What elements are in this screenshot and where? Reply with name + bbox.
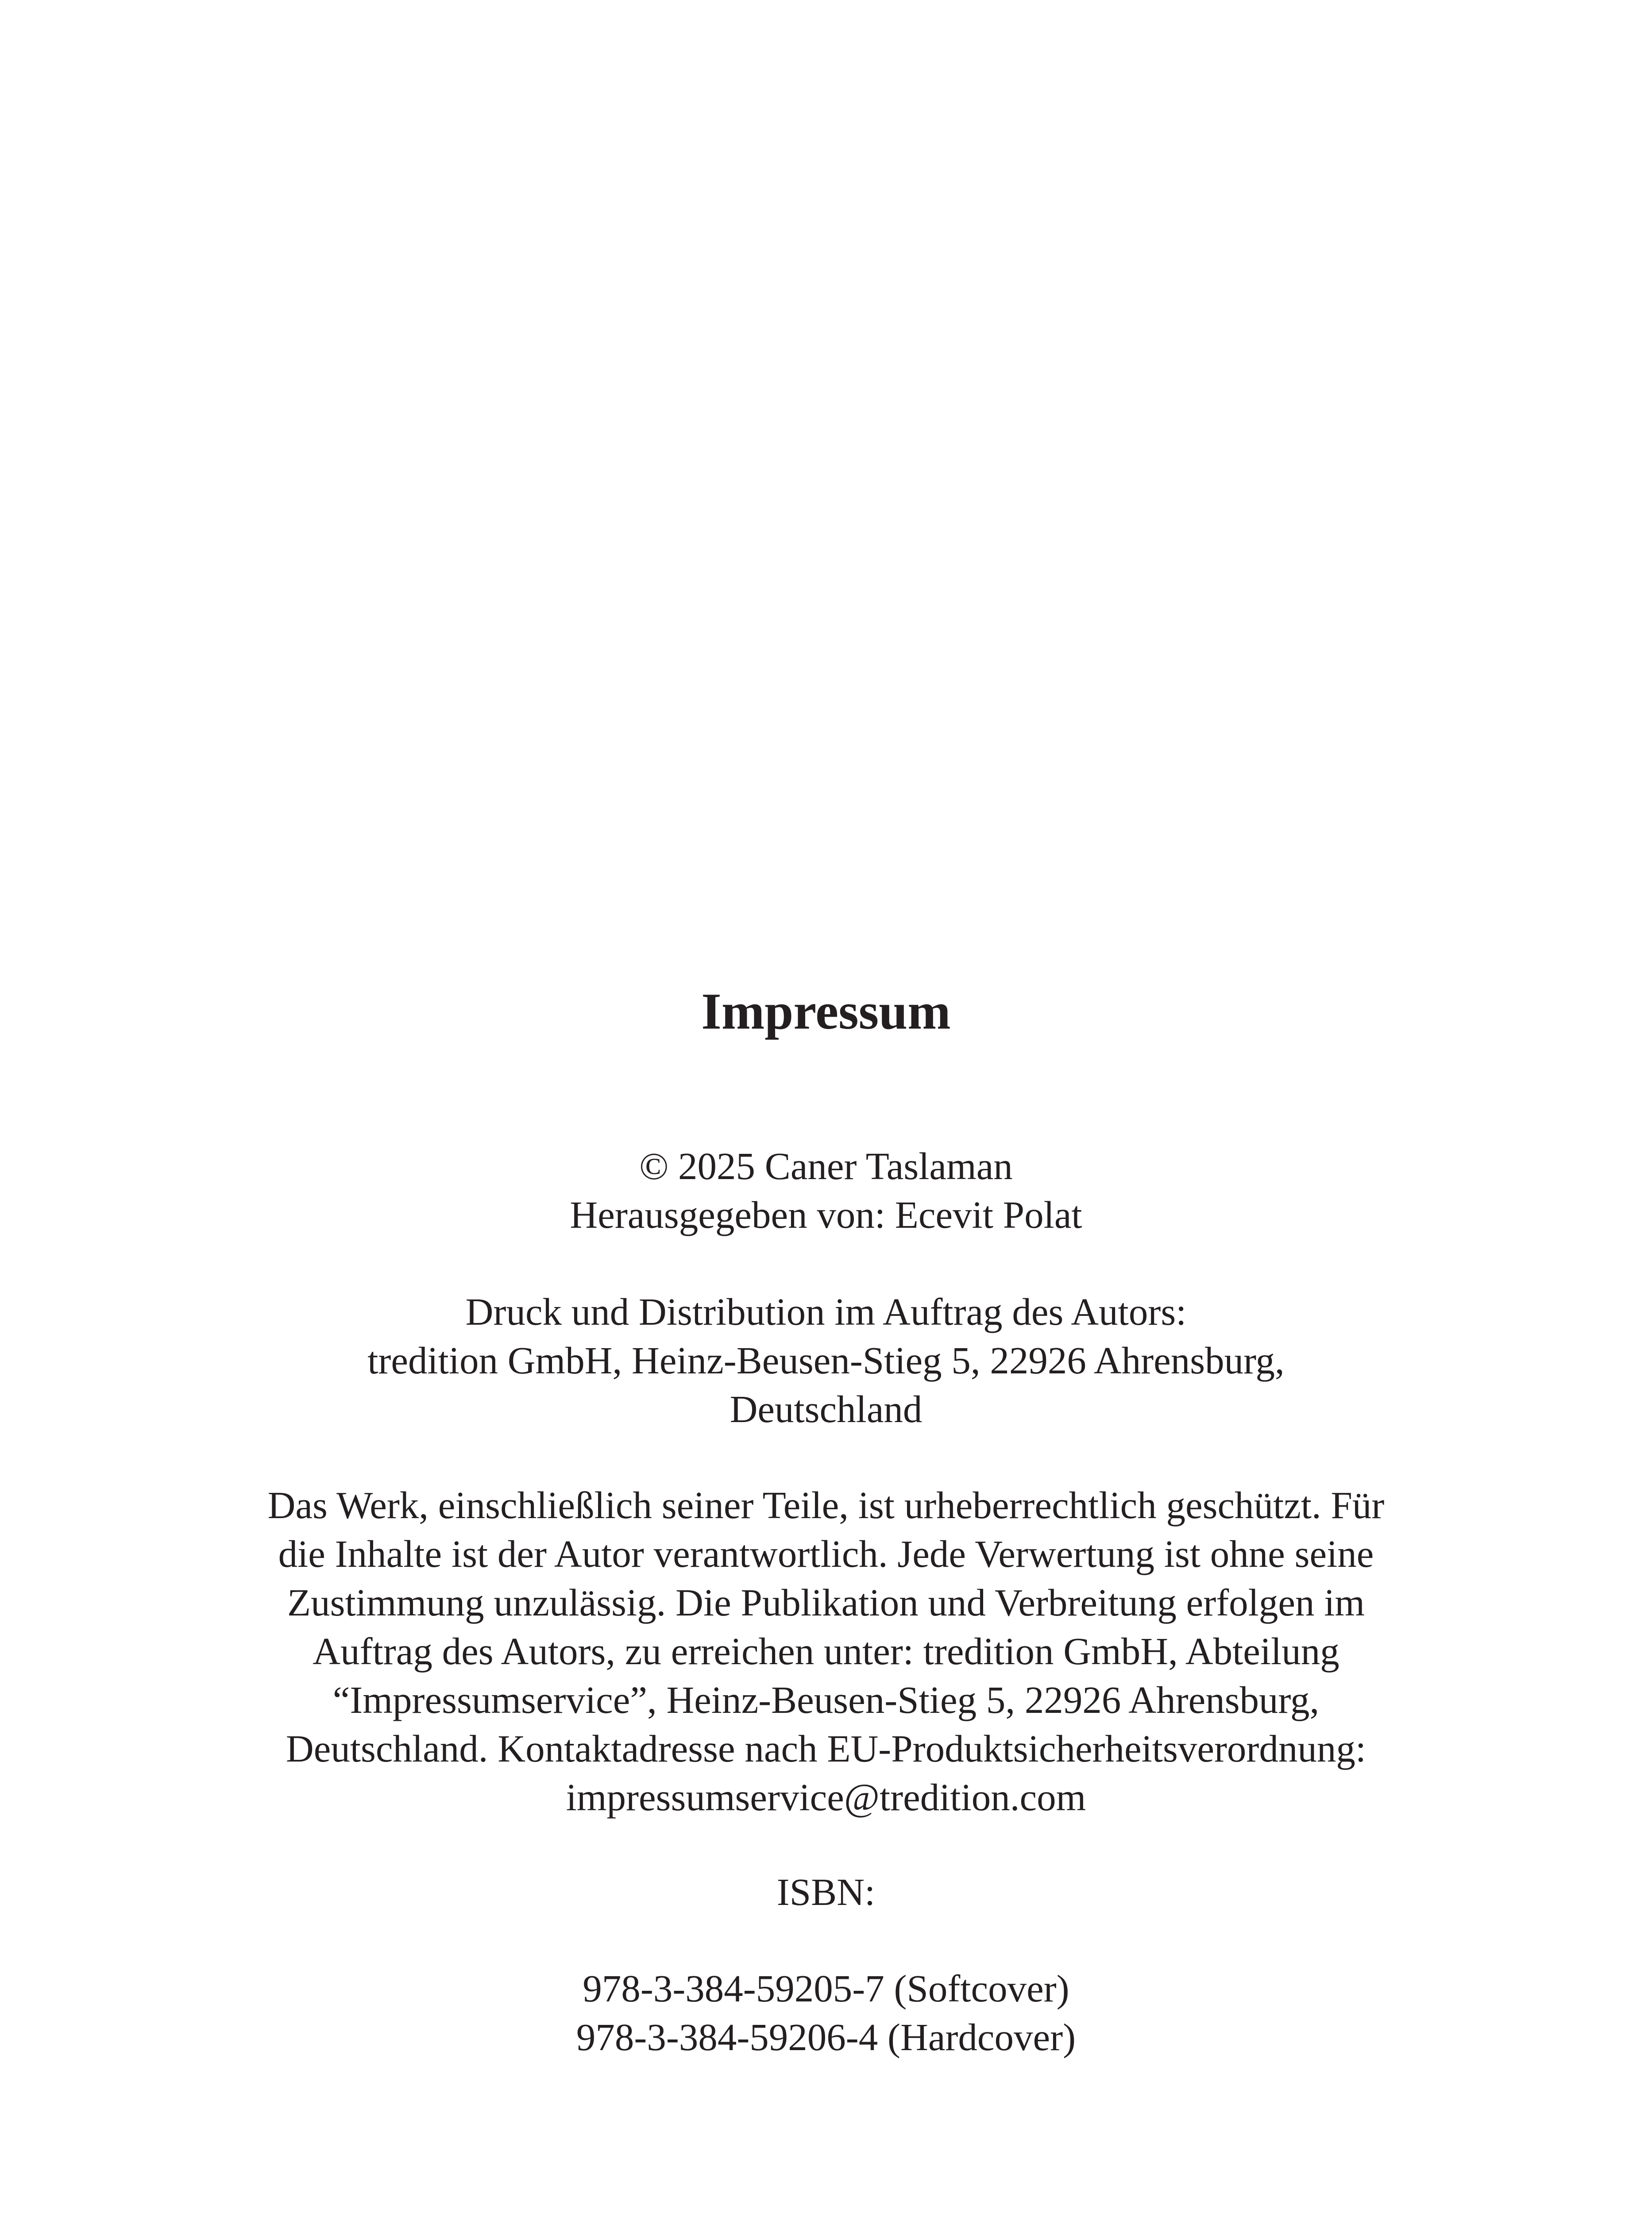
legal-line: “Impressumservice”, Heinz-Beusen-Stieg 5, 22926 Ahrensburg,	[332, 1678, 1320, 1721]
print-distribution-block	[248, 1288, 1404, 1434]
legal-line: Das Werk, einschließlich seiner Teile, ist urheberrechtlich geschützt. Für	[267, 1484, 1385, 1527]
legal-line: Auftrag des Autors, zu erreichen unter: tredition GmbH, Abteilung	[313, 1630, 1339, 1673]
isbn-label: ISBN:	[776, 1870, 876, 1913]
isbn-list	[248, 1964, 1404, 2062]
copyright-line: © 2025 Caner Taslaman	[639, 1145, 1013, 1187]
isbn-softcover: 978-3-384-59205-7 (Softcover)	[583, 1967, 1069, 2010]
publisher-country-line: Deutschland	[730, 1388, 922, 1430]
page-title: Impressum	[701, 983, 951, 1040]
legal-line: die Inhalte ist der Autor verantwortlich. Jede Verwertung ist ohne seine	[278, 1532, 1374, 1575]
editor-line: Herausgegeben von: Ecevit Polat	[570, 1193, 1082, 1236]
isbn-label-block	[248, 1868, 1404, 1916]
legal-notice-block	[248, 1481, 1404, 1822]
legal-line: Deutschland. Kontaktadresse nach EU-Produktsicherheitsverordnung:	[286, 1727, 1366, 1770]
legal-line: Zustimmung unzulässig. Die Publikation und Verbreitung erfolgen im	[287, 1581, 1365, 1624]
copyright-block	[248, 1142, 1404, 1239]
publisher-address-line: tredition GmbH, Heinz-Beusen-Stieg 5, 22926 Ahrensburg,	[367, 1339, 1285, 1382]
print-line: Druck und Distribution im Auftrag des Autors:	[465, 1290, 1187, 1333]
isbn-hardcover: 978-3-384-59206-4 (Hardcover)	[576, 2016, 1076, 2059]
contact-email: impressumservice@tredition.com	[566, 1776, 1086, 1819]
